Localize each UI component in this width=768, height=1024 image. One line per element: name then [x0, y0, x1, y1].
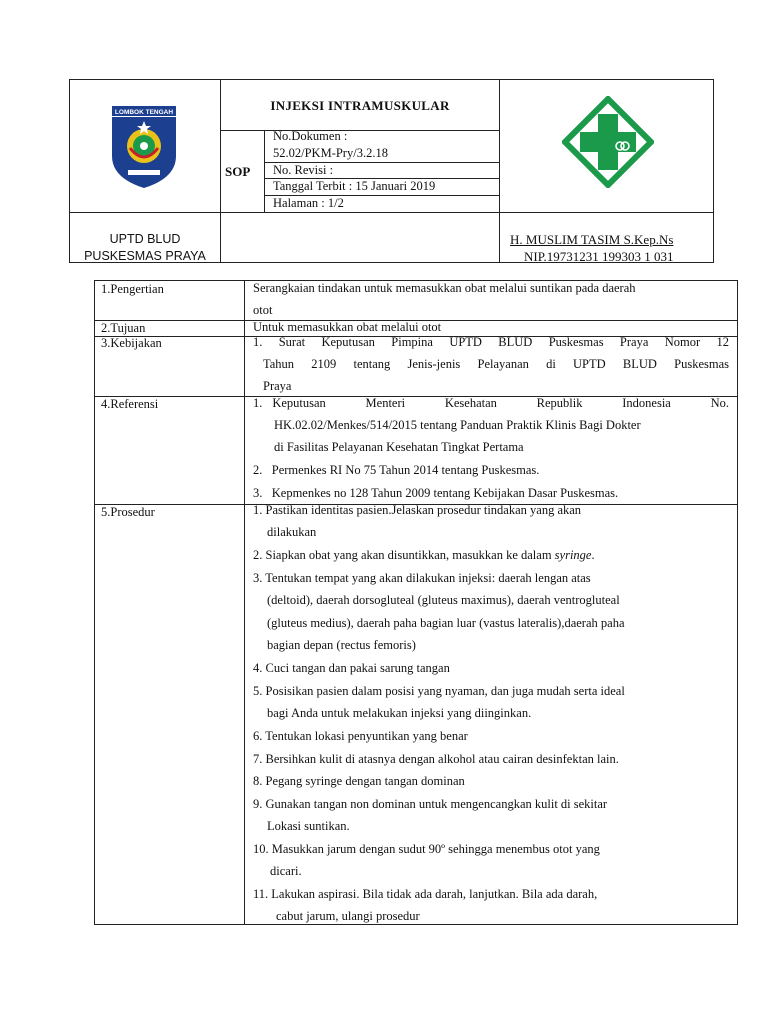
section-label-kebijakan: 3.Kebijakan — [101, 336, 162, 350]
prosedur-step-10: 10. Masukkan jarum dengan sudut 90º sehingga menembus otot yang — [253, 842, 600, 856]
section-label-pengertian: 1.Pengertian — [101, 282, 164, 296]
pengertian-text-line1: Serangkaian tindakan untuk memasukkan obat melalui suntikan pada daerah — [253, 281, 636, 295]
prosedur-step-5: 5. Posisikan pasien dalam posisi yang nyaman, dan juga mudah serta ideal — [253, 684, 625, 698]
prosedur-step-3-cont: bagian depan (rectus femoris) — [267, 638, 416, 652]
header-divider — [264, 130, 265, 212]
prosedur-step-6: 6. Tentukan lokasi penyuntikan yang benar — [253, 729, 468, 743]
referensi-item1-line1: 1. Keputusan Menteri Kesehatan Republik Indonesia No. — [253, 396, 729, 410]
prosedur-step-3-cont: (deltoid), daerah dorsogluteal (gluteus maximus), daerah ventrogluteal — [267, 593, 620, 607]
prosedur-step-5-cont: bagi Anda untuk melakukan injeksi yang diinginkan. — [267, 706, 532, 720]
svg-text:LOMBOK TENGAH: LOMBOK TENGAH — [114, 109, 174, 116]
prosedur-step-9: 9. Gunakan tangan non dominan untuk mengencangkan kulit di sekitar — [253, 797, 608, 811]
prosedur-step-4: 4. Cuci tangan dan pakai sarung tangan — [253, 661, 450, 675]
pengertian-text-line2: otot — [253, 303, 273, 317]
prosedur-step-2-term: syringe — [554, 548, 592, 562]
column-divider — [244, 281, 245, 924]
referensi-item2: 2. Permenkes RI No 75 Tahun 2014 tentang Puskesmas. — [253, 463, 540, 477]
section-label-referensi: 4.Referensi — [101, 397, 159, 411]
org-name-line2: PUSKESMAS PRAYA — [84, 249, 206, 263]
tujuan-text: Untuk memasukkan obat melalui otot — [253, 320, 442, 334]
prosedur-step-2-text: 2. Siapkan obat yang akan disuntikkan, masukkan ke dalam — [253, 548, 555, 562]
section-label-prosedur: 5.Prosedur — [101, 505, 155, 519]
kebijakan-line2: Tahun 2109 tentang Jenis-jenis Pelayanan di UPTD BLUD Puskesmas — [263, 357, 729, 371]
document-title: INJEKSI INTRAMUSKULAR — [270, 98, 450, 113]
prosedur-step-2 — [253, 548, 595, 563]
referensi-item3: 3. Kepmenkes no 128 Tahun 2009 tentang Kebijakan Dasar Puskesmas. — [253, 486, 619, 500]
org-name-line1: UPTD BLUD — [109, 232, 181, 246]
signer-nip: NIP.19731231 199303 1 031 — [524, 249, 674, 264]
prosedur-step-2-end: . — [591, 548, 595, 562]
prosedur-step-11-cont: cabut jarum, ulangi prosedur — [276, 909, 420, 923]
publish-date-field: Tanggal Terbit : 15 Januari 2019 — [273, 179, 436, 193]
sop-label: SOP — [225, 164, 251, 179]
page-field: Halaman : 1/2 — [273, 196, 344, 210]
header-divider — [70, 212, 713, 213]
prosedur-step-7: 7. Bersihkan kulit di atasnya dengan alkohol atau cairan desinfektan lain. — [253, 752, 619, 766]
kebijakan-line1: 1. Surat Keputusan Pimpina UPTD BLUD Puskesmas Praya Nomor 12 — [253, 335, 729, 349]
prosedur-step-11: 11. Lakukan aspirasi. Bila tidak ada darah, lanjutkan. Bila ada darah, — [253, 887, 598, 901]
header-divider — [220, 130, 500, 131]
doc-number-value: 52.02/PKM-Pry/3.2.18 — [273, 146, 388, 160]
referensi-item1-line3: di Fasilitas Pelayanan Kesehatan Tingkat Pertama — [274, 440, 524, 454]
revision-field: No. Revisi : — [273, 163, 334, 177]
doc-number-label: No.Dokumen : — [273, 129, 348, 143]
prosedur-step-8: 8. Pegang syringe dengan tangan dominan — [253, 774, 465, 788]
prosedur-step-9-cont: Lokasi suntikan. — [267, 819, 350, 833]
header-table — [69, 79, 714, 263]
prosedur-step-3-cont: (gluteus medius), daerah paha bagian luar (vastus lateralis),daerah paha — [267, 616, 625, 630]
prosedur-step-10-cont: dicari. — [270, 864, 302, 878]
referensi-item1-line2: HK.02.02/Menkes/514/2015 tentang Panduan Praktik Klinis Bagi Dokter — [274, 418, 641, 432]
prosedur-step-1-cont: dilakukan — [267, 525, 317, 539]
lombok-tengah-logo — [108, 104, 180, 190]
section-label-tujuan: 2.Tujuan — [101, 321, 146, 335]
prosedur-step-3: 3. Tentukan tempat yang akan dilakukan injeksi: daerah lengan atas — [253, 571, 591, 585]
prosedur-step-1: 1. Pastikan identitas pasien.Jelaskan prosedur tindakan yang akan — [253, 503, 582, 517]
kebijakan-line3: Praya — [263, 379, 292, 393]
puskesmas-logo — [562, 96, 654, 188]
signer-name: H. MUSLIM TASIM S.Kep.Ns — [510, 232, 674, 247]
